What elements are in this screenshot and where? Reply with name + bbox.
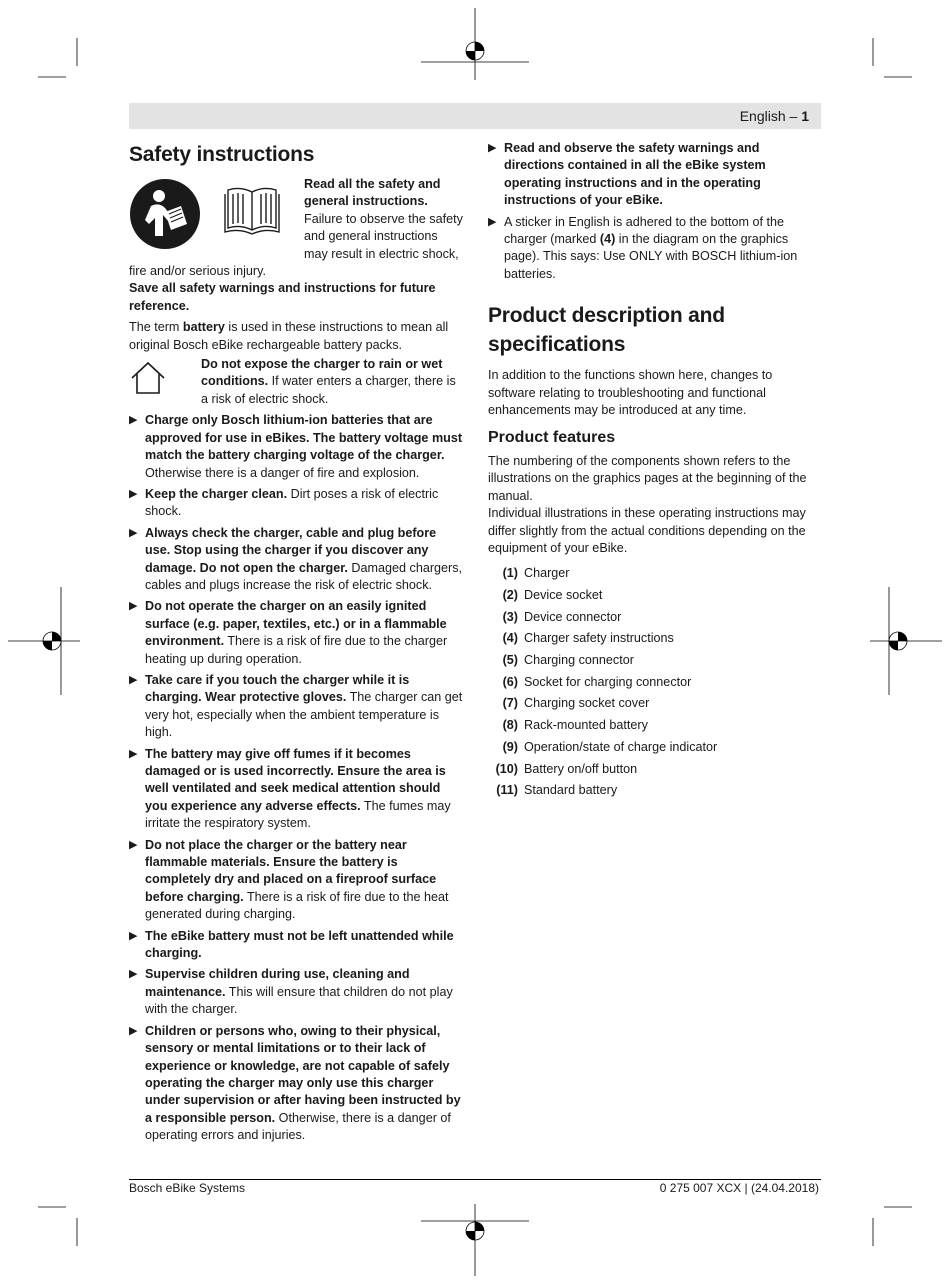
- bullet-marker: ▶: [129, 673, 138, 686]
- term-pre: The term: [129, 320, 183, 335]
- safety-bullet: [129, 486, 463, 521]
- footer-doc-number: 0 275 007 XCX | (24.04.2018): [659, 1181, 819, 1195]
- component-number: (4): [502, 631, 518, 646]
- bullet-marker: ▶: [129, 968, 138, 981]
- bullet-marker: ▶: [129, 838, 138, 851]
- bullet-marker: ▶: [129, 929, 138, 942]
- bullet-marker: ▶: [488, 142, 497, 154]
- safety-bullet: [129, 746, 463, 833]
- component-number: (5): [502, 653, 518, 668]
- safety-title: Safety instructions: [129, 143, 315, 166]
- bullet-marker: ▶: [129, 414, 138, 427]
- bullet-marker: ▶: [488, 215, 497, 228]
- bullet-text: There is a risk of fire due to the charger heating up during operation.: [145, 634, 448, 666]
- bullet-bold: Charge only Bosch lithium-ion batteries that are approved for use in eBikes. The battery voltage must match the battery charging voltage of the charger.: [145, 413, 463, 463]
- bullet-bold: Keep the charger clean.: [145, 486, 288, 501]
- rain-bold: Do not expose the charger to rain or wet conditions.: [201, 357, 443, 389]
- bullet-bold: Take care if you touch the charger while it is charging. Wear protective gloves.: [145, 672, 410, 705]
- list-item: [488, 585, 822, 607]
- right-column: [488, 140, 822, 802]
- safety-bullet: [129, 837, 463, 924]
- component-number: (2): [502, 588, 518, 602]
- features-paragraph-1: The numbering of the components shown refers to the illustrations on the graphics pages at the beginning of the manual.: [488, 453, 807, 503]
- component-label: Charging connector: [524, 653, 634, 668]
- bullet-bold: Do not place the charger or the battery near flammable materials. Ensure the battery is completely dry and placed on a fireproof surface before charging.: [145, 837, 437, 904]
- component-label: Device connector: [524, 609, 622, 624]
- list-item: [488, 563, 822, 585]
- header-bar: [129, 103, 821, 129]
- save-instructions: Save all safety warnings and instructions for future reference.: [129, 281, 436, 313]
- component-number: (7): [502, 696, 518, 711]
- list-item: [488, 672, 822, 694]
- footer-rule: [129, 1179, 821, 1180]
- bullet-text: The fumes may irritate the respiratory system.: [145, 798, 451, 831]
- bullet-marker: ▶: [129, 747, 138, 760]
- footer-publisher: Bosch eBike Systems: [129, 1181, 246, 1195]
- component-label: Device socket: [524, 588, 603, 602]
- rain-warning: [129, 356, 463, 408]
- safety-intro: [129, 176, 463, 280]
- component-number: (10): [495, 761, 518, 776]
- bullet-marker: ▶: [129, 487, 138, 500]
- component-number: (9): [502, 739, 518, 754]
- safety-bullet: [129, 525, 463, 595]
- battery-term: [129, 319, 463, 354]
- intro-bold: Read all the safety and general instructions.: [304, 177, 441, 209]
- component-label: Charging socket cover: [524, 696, 650, 711]
- component-number: (1): [502, 566, 518, 581]
- safety-bullet: [129, 672, 463, 742]
- safety-bullet: [129, 966, 463, 1018]
- header-language: English: [739, 108, 786, 124]
- component-label: Operation/state of charge indicator: [524, 739, 718, 754]
- bullet-marker: ▶: [129, 1024, 138, 1037]
- component-number: (8): [502, 718, 518, 733]
- sticker-ref: (4): [599, 232, 616, 247]
- term-bold: battery: [182, 320, 225, 335]
- list-item: [488, 628, 822, 650]
- safety-bullet: [129, 1023, 463, 1145]
- bullet-marker: ▶: [129, 526, 138, 539]
- bullet-text: Otherwise there is a danger of fire and explosion.: [145, 465, 420, 480]
- list-item: [488, 715, 822, 737]
- indoor-use-only-icon: [129, 356, 201, 400]
- bullet-bold: Read and observe the safety warnings and directions contained in all the eBike system operating instructions and in the operating instructions of your eBike.: [504, 141, 766, 208]
- manual-book-icon: [223, 184, 281, 236]
- bullet-bold: Do not operate the charger on an easily ignited surface (e.g. paper, textiles, etc.) or in a flammable environment.: [145, 599, 447, 649]
- bullet-text: The charger can get very hot, especially when the ambient temperature is high.: [145, 690, 463, 740]
- bullet-marker: ▶: [129, 600, 138, 613]
- sticker-text-pre: A sticker in English is adhered to the bottom of the charger (marked: [504, 214, 785, 247]
- bullet-bold: Always check the charger, cable and plug before use. Stop using the charger if you discover any damage. Do not open the charger.: [145, 525, 437, 575]
- component-label: Battery on/off button: [524, 761, 638, 776]
- component-label: Socket for charging connector: [524, 674, 692, 689]
- list-item: [488, 650, 822, 672]
- list-item: [488, 607, 822, 629]
- product-title: Product description and specifications: [488, 304, 725, 357]
- sticker-text-post: in the diagram on the graphics page). This says: Use ONLY with BOSCH lithium-ion batteries.: [504, 232, 798, 281]
- component-label: Rack-mounted battery: [524, 718, 648, 733]
- features-title: Product features: [488, 429, 616, 447]
- page-header: [740, 108, 809, 124]
- component-label: Charger safety instructions: [524, 631, 674, 646]
- bullet-text: Damaged chargers, cables and plugs increase the risk of electric shock.: [145, 560, 463, 592]
- safety-bullet-observe: [488, 140, 822, 210]
- component-label: Standard battery: [524, 783, 618, 798]
- safety-bullet: [129, 412, 463, 482]
- bullet-bold: The eBike battery must not be left unattended while charging.: [145, 928, 454, 961]
- bullet-text: Dirt poses a risk of electric shock.: [145, 486, 439, 519]
- component-number: (11): [496, 783, 518, 798]
- page-number: 1: [801, 108, 809, 124]
- component-number: (6): [502, 674, 518, 689]
- component-list: [488, 563, 822, 802]
- read-manual-icon: [129, 178, 201, 250]
- list-item: [488, 737, 822, 759]
- bullet-bold: The battery may give off fumes if it becomes damaged or is used incorrectly. Ensure the area is well ventilated and seek medical attention should you experience any adverse effects.: [145, 746, 446, 813]
- intro-text: Failure to observe the safety and general instructions may result in electric shock, fire and/or serious injury.: [129, 211, 463, 279]
- component-number: (3): [502, 609, 518, 624]
- features-paragraph-2: Individual illustrations in these operating instructions may differ slightly from the actual conditions depending on the equipment of your eBike.: [488, 506, 806, 555]
- product-intro: In addition to the functions shown here, changes to software relating to troubleshooting and functional enhancements may be introduced at any time.: [488, 368, 773, 418]
- safety-bullet-list: [129, 412, 463, 1144]
- bullet-bold: Children or persons who, owing to their physical, sensory or mental limitations or to their lack of experience or knowledge, are not capable of safely operating the charger may only use this charger under supervision or after having been instructed by a responsible person.: [145, 1023, 461, 1125]
- list-item: [488, 759, 822, 781]
- term-post: is used in these instructions to mean all original Bosch eBike rechargeable battery packs.: [129, 320, 449, 352]
- bullet-text: This will ensure that children do not play with the charger.: [145, 984, 453, 1017]
- list-item: [488, 693, 822, 715]
- bullet-text: There is a risk of fire due to the heat generated during charging.: [145, 889, 449, 922]
- safety-bullet-sticker: [488, 214, 822, 284]
- component-label: Charger: [524, 566, 570, 581]
- safety-bullet: [129, 598, 463, 668]
- safety-bullet: [129, 928, 463, 963]
- left-column: [129, 140, 463, 1148]
- intro-icons: [129, 176, 304, 254]
- bullet-text: Otherwise, there is a danger of operating errors and injuries.: [145, 1110, 451, 1143]
- list-item: [488, 780, 822, 802]
- header-separator: –: [785, 108, 802, 124]
- bullet-bold: Supervise children during use, cleaning and maintenance.: [145, 967, 410, 999]
- rain-text: If water enters a charger, there is a risk of electric shock.: [201, 374, 456, 406]
